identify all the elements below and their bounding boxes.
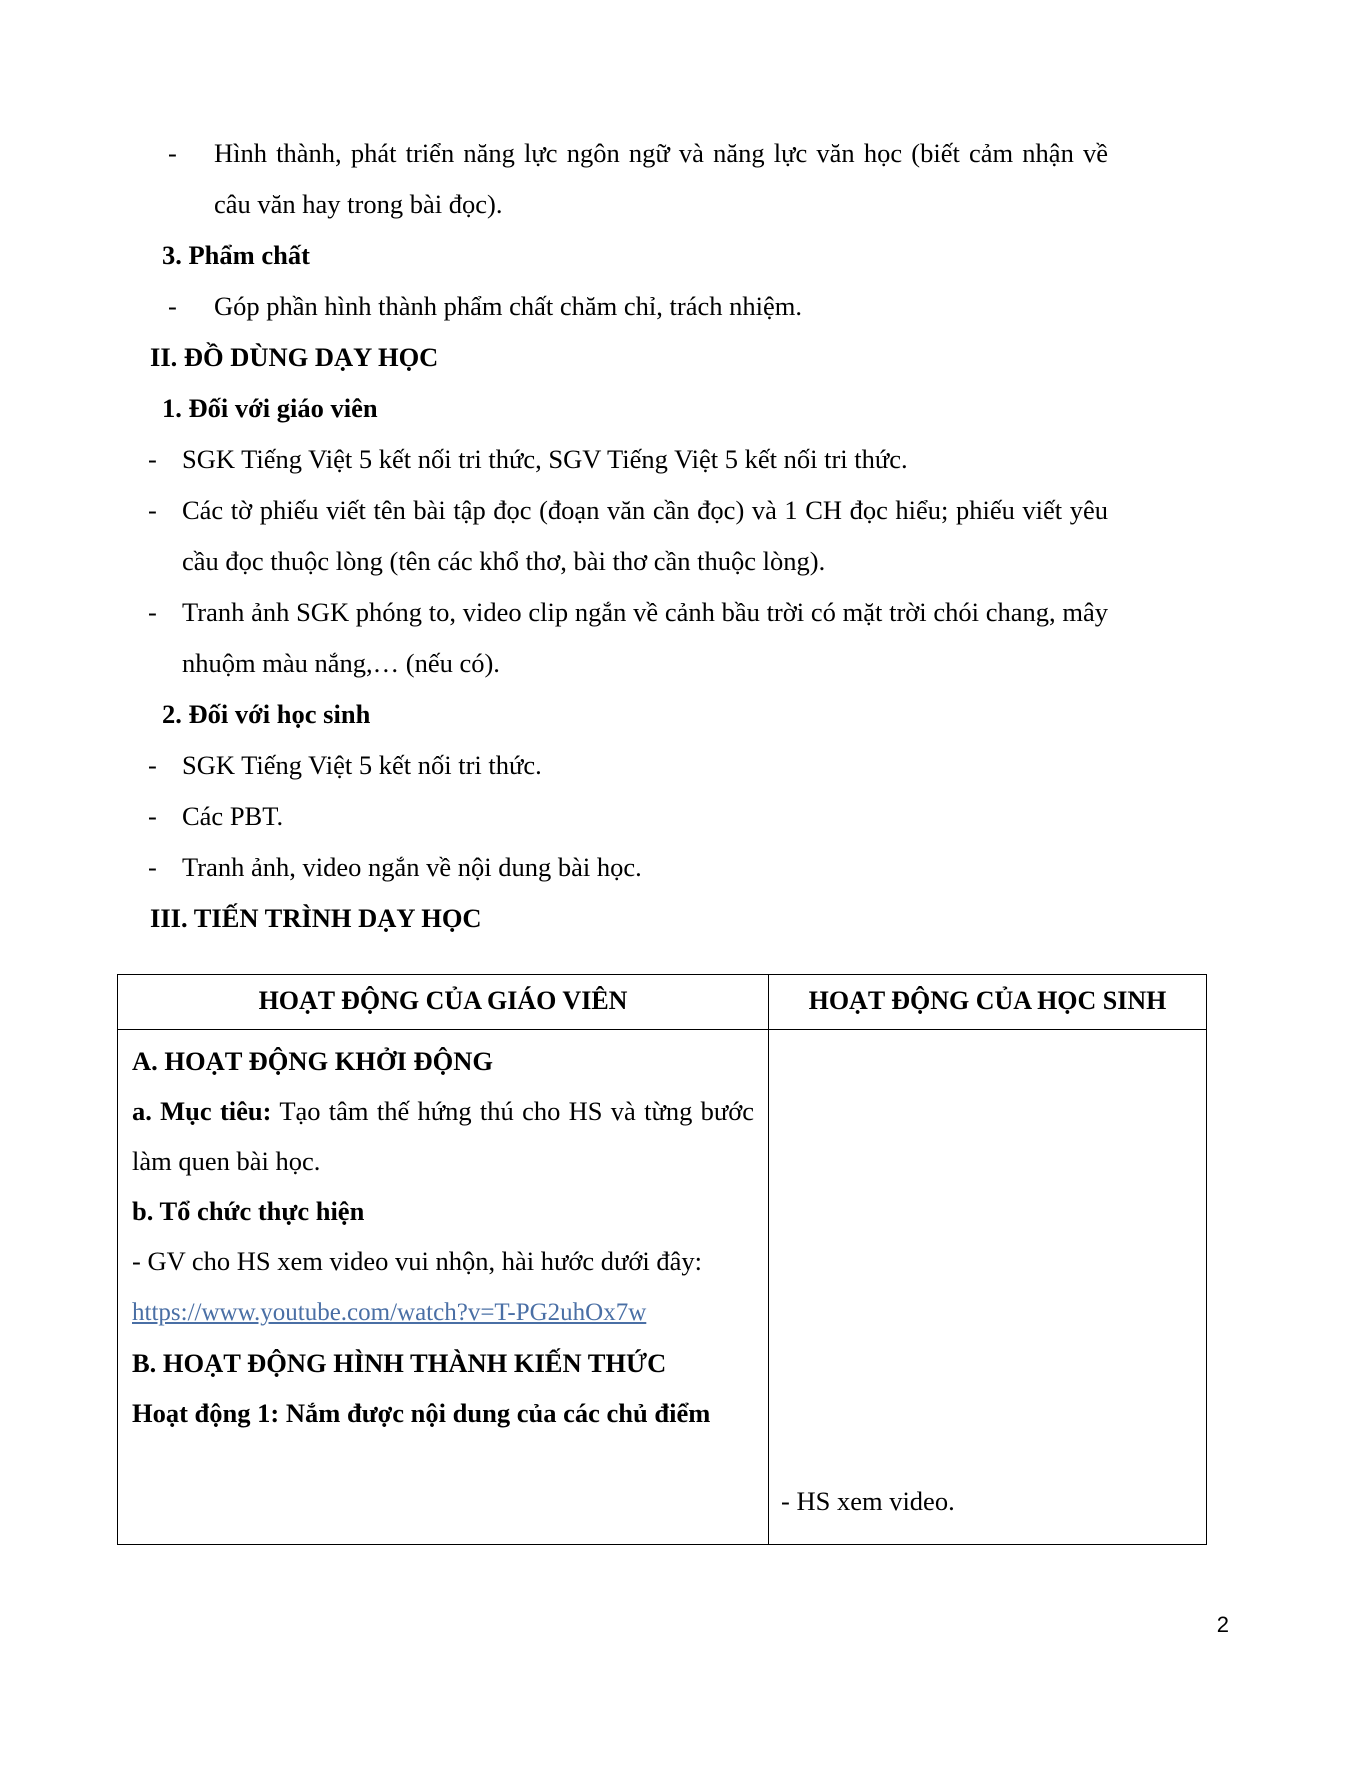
- cell-teacher-activities: [118, 1030, 769, 1545]
- heading-hoat-dong-1: Hoạt động 1: Nắm được nội dung của các chủ điểm: [132, 1398, 711, 1428]
- youtube-video-link[interactable]: https://www.youtube.com/watch?v=T-PG2uhOx7w: [132, 1299, 647, 1326]
- bullet-dash-icon: -: [148, 444, 157, 474]
- text-muc-tieu: Tạo tâm thế hứng thú cho HS và từng bước làm quen bài học.: [132, 1096, 754, 1176]
- list-item-text: Hình thành, phát triển năng lực ngôn ngữ và năng lực văn học (biết cảm nhận về câu văn hay trong bài đọc).: [214, 138, 1108, 219]
- list-item: [148, 740, 1108, 791]
- list-item-text: Các PBT.: [182, 801, 284, 831]
- list-item: [148, 281, 1108, 332]
- list-item-text: SGK Tiếng Việt 5 kết nối tri thức.: [182, 750, 542, 780]
- bullet-dash-icon: -: [148, 801, 157, 831]
- cell-student-activities: [769, 1030, 1207, 1545]
- column-header-teacher: HOẠT ĐỘNG CỦA GIÁO VIÊN: [118, 975, 769, 1030]
- document-body: [148, 128, 1108, 944]
- heading-to-chuc-thuc-hien: b. Tổ chức thực hiện: [132, 1196, 365, 1226]
- list-item: [148, 434, 1108, 485]
- list-item: [148, 587, 1108, 689]
- column-header-student: HOẠT ĐỘNG CỦA HỌC SINH: [769, 975, 1207, 1030]
- table-header-row: [118, 975, 1207, 1030]
- list-item-text: Tranh ảnh, video ngắn về nội dung bài học.: [182, 852, 642, 882]
- heading-do-dung-day-hoc: II. ĐỒ DÙNG DẠY HỌC: [150, 342, 439, 372]
- list-item-text: Tranh ảnh SGK phóng to, video clip ngắn về cảnh bầu trời có mặt trời chói chang, mây nhuộm màu nắng,… (nếu có).: [182, 597, 1108, 678]
- procedure-table: [117, 974, 1207, 1545]
- page-number: 2: [1216, 1612, 1229, 1637]
- bullet-dash-icon: -: [148, 852, 157, 882]
- list-item: [148, 128, 1108, 230]
- list-item: [148, 791, 1108, 842]
- heading-doi-voi-hoc-sinh: 2. Đối với học sinh: [162, 699, 371, 729]
- list-item-text: Các tờ phiếu viết tên bài tập đọc (đoạn văn cần đọc) và 1 CH đọc hiểu; phiếu viết yêu cầu đọc thuộc lòng (tên các khổ thơ, bài thơ cần thuộc lòng).: [182, 495, 1108, 576]
- heading-tien-trinh-day-hoc: III. TIẾN TRÌNH DẠY HỌC: [150, 903, 482, 933]
- bullet-dash-icon: -: [168, 291, 177, 321]
- cell-content: [769, 1030, 1206, 1544]
- cell-content: [118, 1030, 768, 1456]
- bullet-dash-icon: -: [168, 138, 177, 168]
- paragraph-video-link: [132, 1286, 754, 1338]
- list-item-text: SGK Tiếng Việt 5 kết nối tri thức, SGV Tiếng Việt 5 kết nối tri thức.: [182, 444, 908, 474]
- paragraph-gv-cho-hs-xem-video: - GV cho HS xem video vui nhộn, hài hước dưới đây:: [132, 1246, 702, 1276]
- heading-doi-voi-giao-vien: 1. Đối với giáo viên: [162, 393, 378, 423]
- heading-pham-chat: 3. Phẩm chất: [162, 240, 310, 270]
- list-item: [148, 485, 1108, 587]
- list-item-text: Góp phần hình thành phẩm chất chăm chỉ, trách nhiệm.: [214, 291, 802, 321]
- bullet-dash-icon: -: [148, 597, 157, 627]
- table-row: [118, 1030, 1207, 1545]
- list-item: [148, 842, 1108, 893]
- label-muc-tieu: a. Mục tiêu:: [132, 1096, 272, 1126]
- paragraph-hs-xem-video: - HS xem video.: [781, 1486, 955, 1516]
- bullet-dash-icon: -: [148, 750, 157, 780]
- paragraph-muc-tieu: [132, 1086, 754, 1186]
- heading-hoat-dong-khoi-dong: A. HOẠT ĐỘNG KHỞI ĐỘNG: [132, 1046, 493, 1076]
- bullet-dash-icon: -: [148, 495, 157, 525]
- heading-hinh-thanh-kien-thuc: B. HOẠT ĐỘNG HÌNH THÀNH KIẾN THỨC: [132, 1348, 667, 1378]
